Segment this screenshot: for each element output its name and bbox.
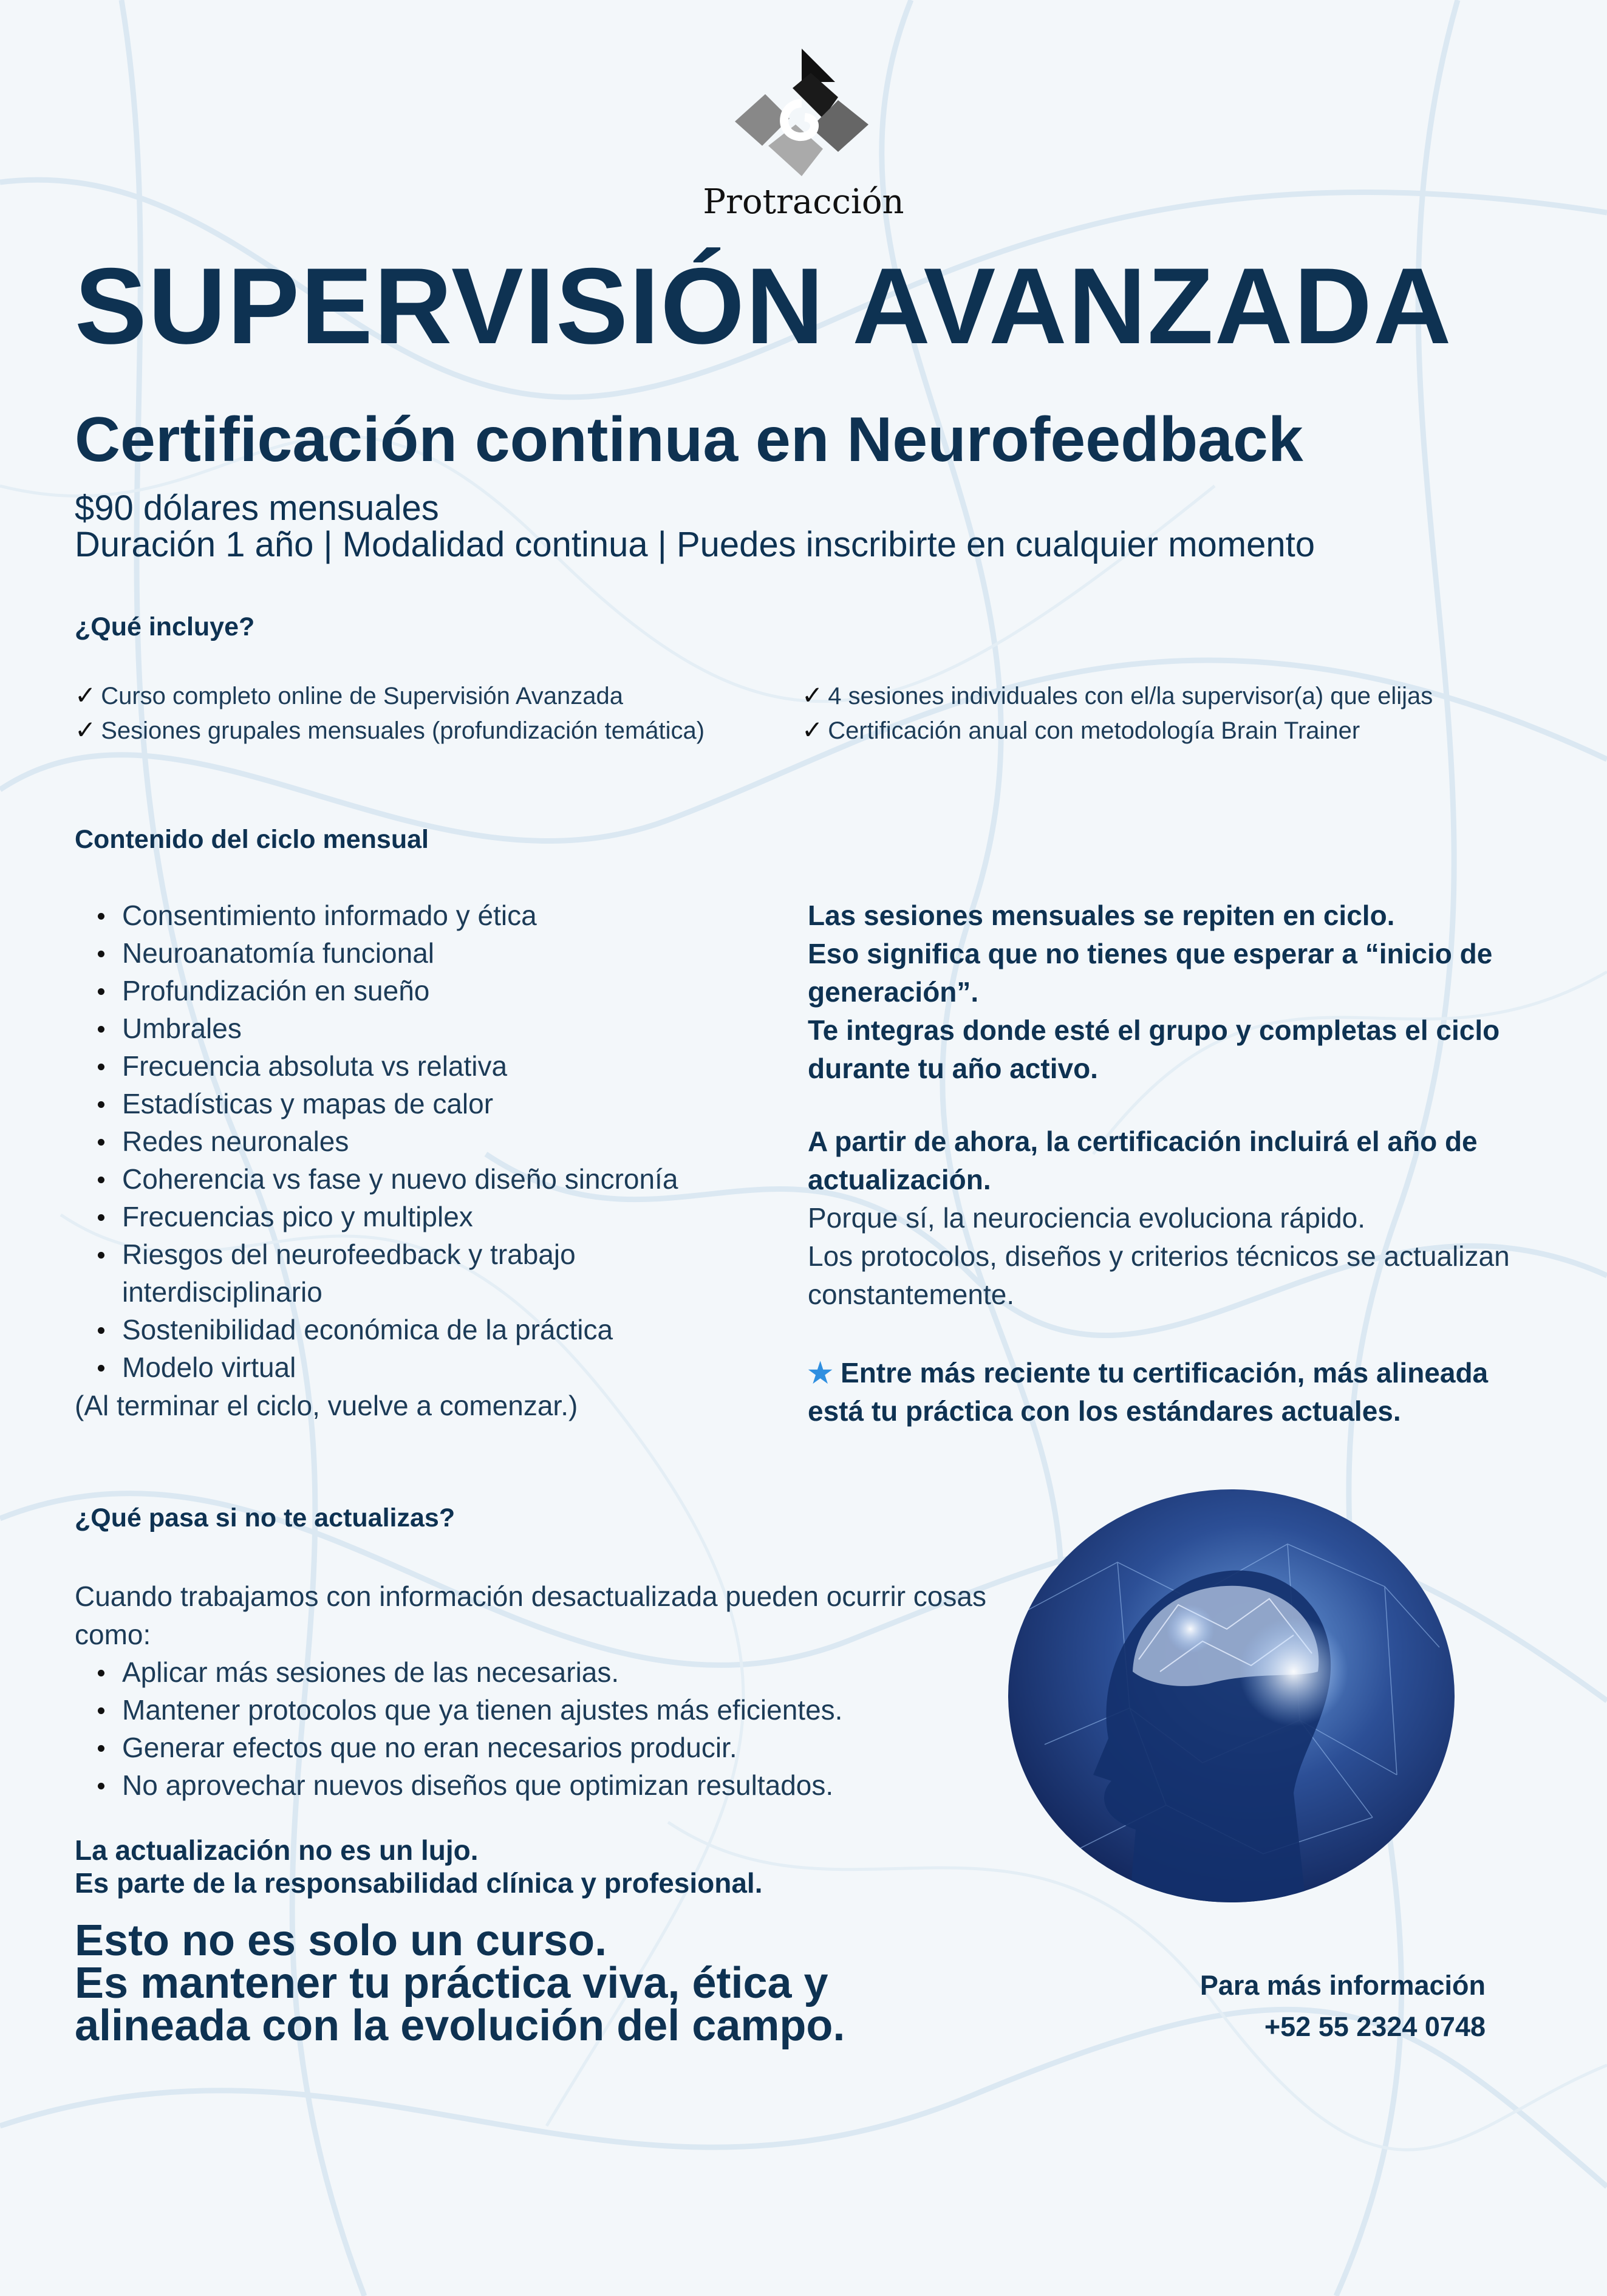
checkmark-icon: ✓ <box>75 681 97 709</box>
checkmark-icon: ✓ <box>802 716 824 744</box>
protraccion-logo-icon <box>732 46 872 179</box>
include-item: ✓ 4 sesiones individuales con el/la supervisor(a) que elijas <box>802 681 1433 709</box>
cycle-paragraph: Las sesiones mensuales se repiten en ciclo. Eso significa que no tienes que esperar a “inicio de generación”. Te integras donde esté el grupo y completas el ciclo durante tu año activo. <box>808 900 1500 1084</box>
contact-info <box>1200 1965 1486 2048</box>
closing-statement: Esto no es solo un curso. Es mantener tu práctica viva, ética y alineada con la evolución del campo. <box>75 1916 845 2050</box>
update-list <box>75 1653 986 1804</box>
include-item: ✓ Curso completo online de Supervisión Avanzada <box>75 681 624 709</box>
list-item: Generar efectos que no eran necesarios producir. <box>75 1729 986 1766</box>
contact-label: Para más información <box>1199 1970 1486 2001</box>
update-paragraph: A partir de ahora, la certificación incluirá el año de actualización. Porque sí, la neurociencia evoluciona rápido. Los protocolos, diseños y criterios técnicos se actualizan constantemente. <box>808 1126 1510 1310</box>
list-item: Mantener protocolos que ya tienen ajustes más eficientes. <box>75 1691 986 1729</box>
content-footer: (Al terminar el ciclo, vuelve a comenzar.) <box>75 1390 578 1421</box>
contact-phone[interactable]: +52 55 2324 0748 <box>1264 2011 1486 2042</box>
content-list <box>75 897 743 1386</box>
list-item: Frecuencias pico y multiplex <box>75 1198 743 1235</box>
list-item: Riesgos del neurofeedback y trabajo interdisciplinario <box>75 1235 743 1311</box>
list-item: Umbrales <box>75 1010 743 1047</box>
list-item: Sostenibilidad económica de la práctica <box>75 1311 743 1348</box>
checkmark-icon: ✓ <box>75 716 97 744</box>
content-title: Contenido del ciclo mensual <box>75 825 429 854</box>
include-item: ✓ Sesiones grupales mensuales (profundización temática) <box>75 716 705 744</box>
star-icon: ★ <box>808 1357 833 1389</box>
list-item: Coherencia vs fase y nuevo diseño sincronía <box>75 1160 743 1198</box>
includes-title: ¿Qué incluye? <box>75 612 255 641</box>
list-item: Redes neuronales <box>75 1122 743 1160</box>
list-item: No aprovechar nuevos diseños que optimizan resultados. <box>75 1766 986 1804</box>
update-statement: La actualización no es un lujo. Es parte de la responsabilidad clínica y profesional. <box>75 1834 763 1899</box>
list-item: Profundización en sueño <box>75 972 743 1010</box>
include-item: ✓ Certificación anual con metodología Brain Trainer <box>802 716 1360 744</box>
list-item: Aplicar más sesiones de las necesarias. <box>75 1653 986 1691</box>
brand-name: Protracción <box>703 182 904 222</box>
star-paragraph: ★ Entre más reciente tu certificación, más alineada está tu práctica con los estándares actuales. <box>808 1357 1489 1427</box>
update-title: ¿Qué pasa si no te actualizas? <box>75 1503 455 1532</box>
list-item: Modelo virtual <box>75 1348 743 1386</box>
checkmark-icon: ✓ <box>802 681 824 709</box>
list-item: Consentimiento informado y ética <box>75 897 743 934</box>
duration-text: Duración 1 año | Modalidad continua | Puedes inscribirte en cualquier momento <box>75 525 1315 564</box>
list-item: Estadísticas y mapas de calor <box>75 1085 743 1122</box>
brain-head-illustration <box>1008 1489 1455 1902</box>
page-title: SUPERVISIÓN AVANZADA <box>75 245 1453 366</box>
price-text: $90 dólares mensuales <box>75 488 439 528</box>
list-item: Neuroanatomía funcional <box>75 934 743 972</box>
update-intro: Cuando trabajamos con información desactualizada pueden ocurrir cosas como: <box>75 1580 986 1650</box>
list-item: Frecuencia absoluta vs relativa <box>75 1047 743 1085</box>
page-subtitle: Certificación continua en Neurofeedback <box>75 405 1303 475</box>
